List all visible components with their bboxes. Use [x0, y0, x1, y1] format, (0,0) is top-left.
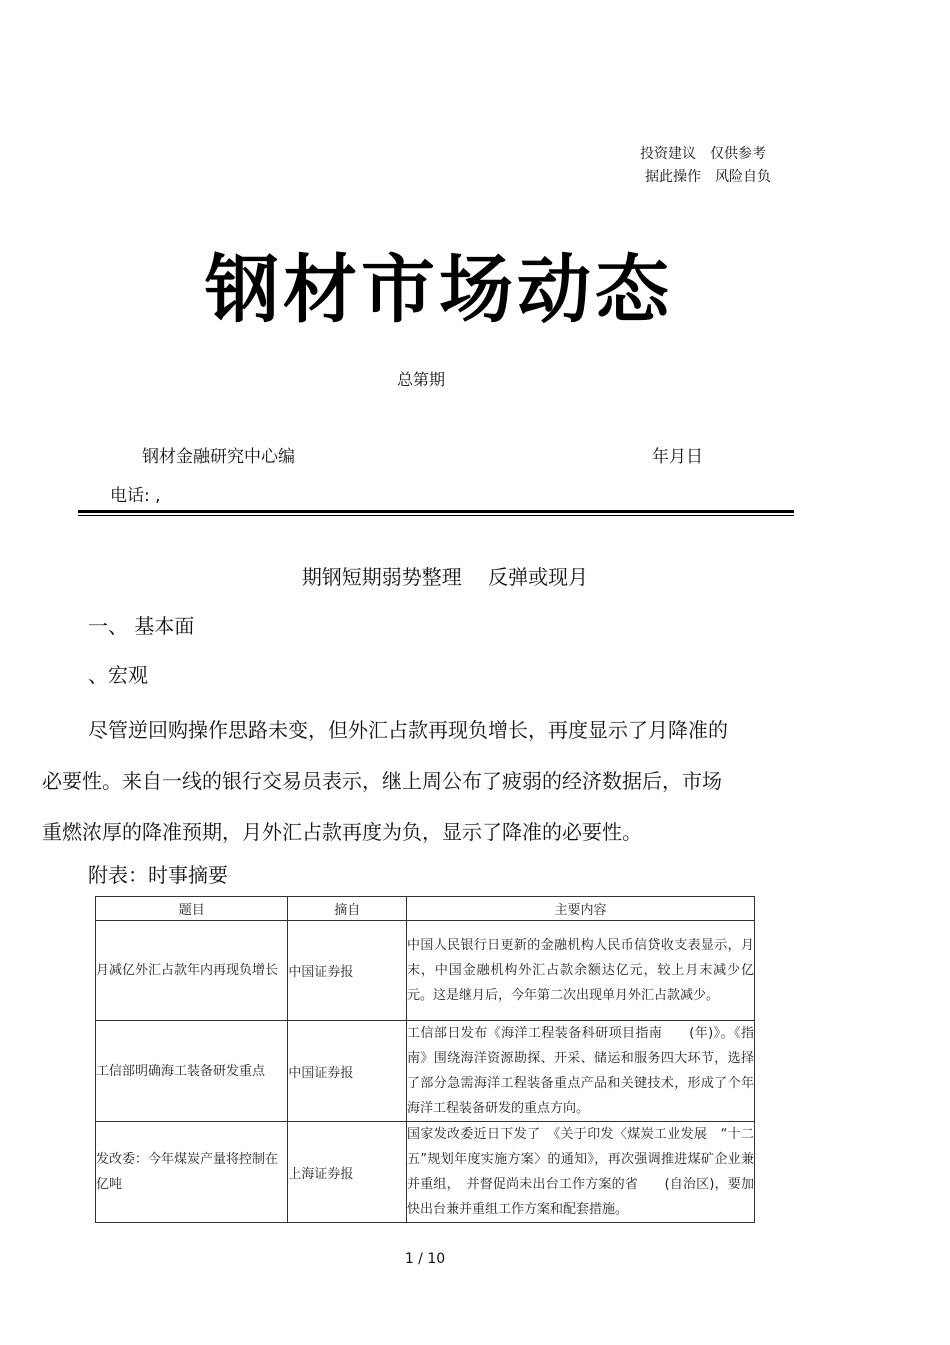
header-title: 题目	[96, 897, 288, 921]
row-source: 上海证券报	[288, 1122, 407, 1223]
header-content: 主要内容	[407, 897, 755, 921]
row-title: 月减亿外汇占款年内再现负增长	[96, 921, 288, 1021]
table-caption: 附表：时事摘要	[88, 863, 228, 887]
paragraph-line: 重燃浓厚的降准预期，月外汇占款再度为负，显示了降准的必要性。	[42, 820, 642, 844]
disclaimer-line-2: 据此操作 风险自负	[645, 169, 771, 185]
row-source: 中国证券报	[288, 1021, 407, 1122]
row-content: 国家发改委近日下发了 《关于印发〈煤炭工业发展 “十二五”规划年度实施方案〉的通知》，再次强调推进煤矿企业兼并重组， 并督促尚未出台工作方案的省 (自治区)，要加快出台兼并重组工作方案和配套措施。	[407, 1122, 755, 1223]
publish-date: 年月日	[652, 447, 703, 467]
paragraph-line: 必要性。来自一线的银行交易员表示，继上周公布了疲弱的经济数据后，市场	[42, 769, 722, 793]
row-content: 中国人民银行日更新的金融机构人民币信贷收支表显示，月末，中国金融机构外汇占款余额达亿元，较上月末减少亿元。这是继月后，今年第二次出现单月外汇占款减少。	[407, 921, 755, 1021]
issue-number: 总第期	[397, 370, 446, 389]
masthead-title: 钢材市场动态	[205, 247, 673, 333]
page-number: 1 / 10	[404, 1251, 446, 1267]
body-paragraph	[42, 705, 772, 858]
table-header-row	[96, 897, 755, 921]
paragraph-line: 尽管逆回购操作思路未变，但外汇占款再现负增长，再度显示了月降准的	[88, 718, 728, 742]
editor-line: 钢材金融研究中心编	[142, 447, 295, 467]
table-row	[96, 921, 755, 1021]
news-summary-table	[95, 896, 755, 1223]
header-divider-thick	[78, 510, 794, 513]
table-row	[96, 1021, 755, 1122]
subsection-heading-macro: 、宏观	[88, 663, 148, 687]
section-heading-fundamentals: 一、 基本面	[88, 614, 195, 638]
row-content: 工信部日发布《海洋工程装备科研项目指南 (年)》。《指南》围绕海洋资源勘探、开采、储运和服务四大环节，选择了部分急需海洋工程装备重点产品和关键技术，形成了个年海洋工程装备研发的重点方向。	[407, 1021, 755, 1122]
article-title: 期钢短期弱势整理 反弹或现月	[301, 565, 589, 589]
header-divider-thin	[78, 515, 794, 516]
row-title: 发改委：今年煤炭产量将控制在亿吨	[96, 1122, 288, 1223]
row-title: 工信部明确海工装备研发重点	[96, 1021, 288, 1122]
table-row	[96, 1122, 755, 1223]
header-source: 摘自	[288, 897, 407, 921]
row-source: 中国证券报	[288, 921, 407, 1021]
phone-line: 电话: ,	[110, 486, 161, 506]
disclaimer-line-1: 投资建议 仅供参考	[640, 146, 766, 162]
